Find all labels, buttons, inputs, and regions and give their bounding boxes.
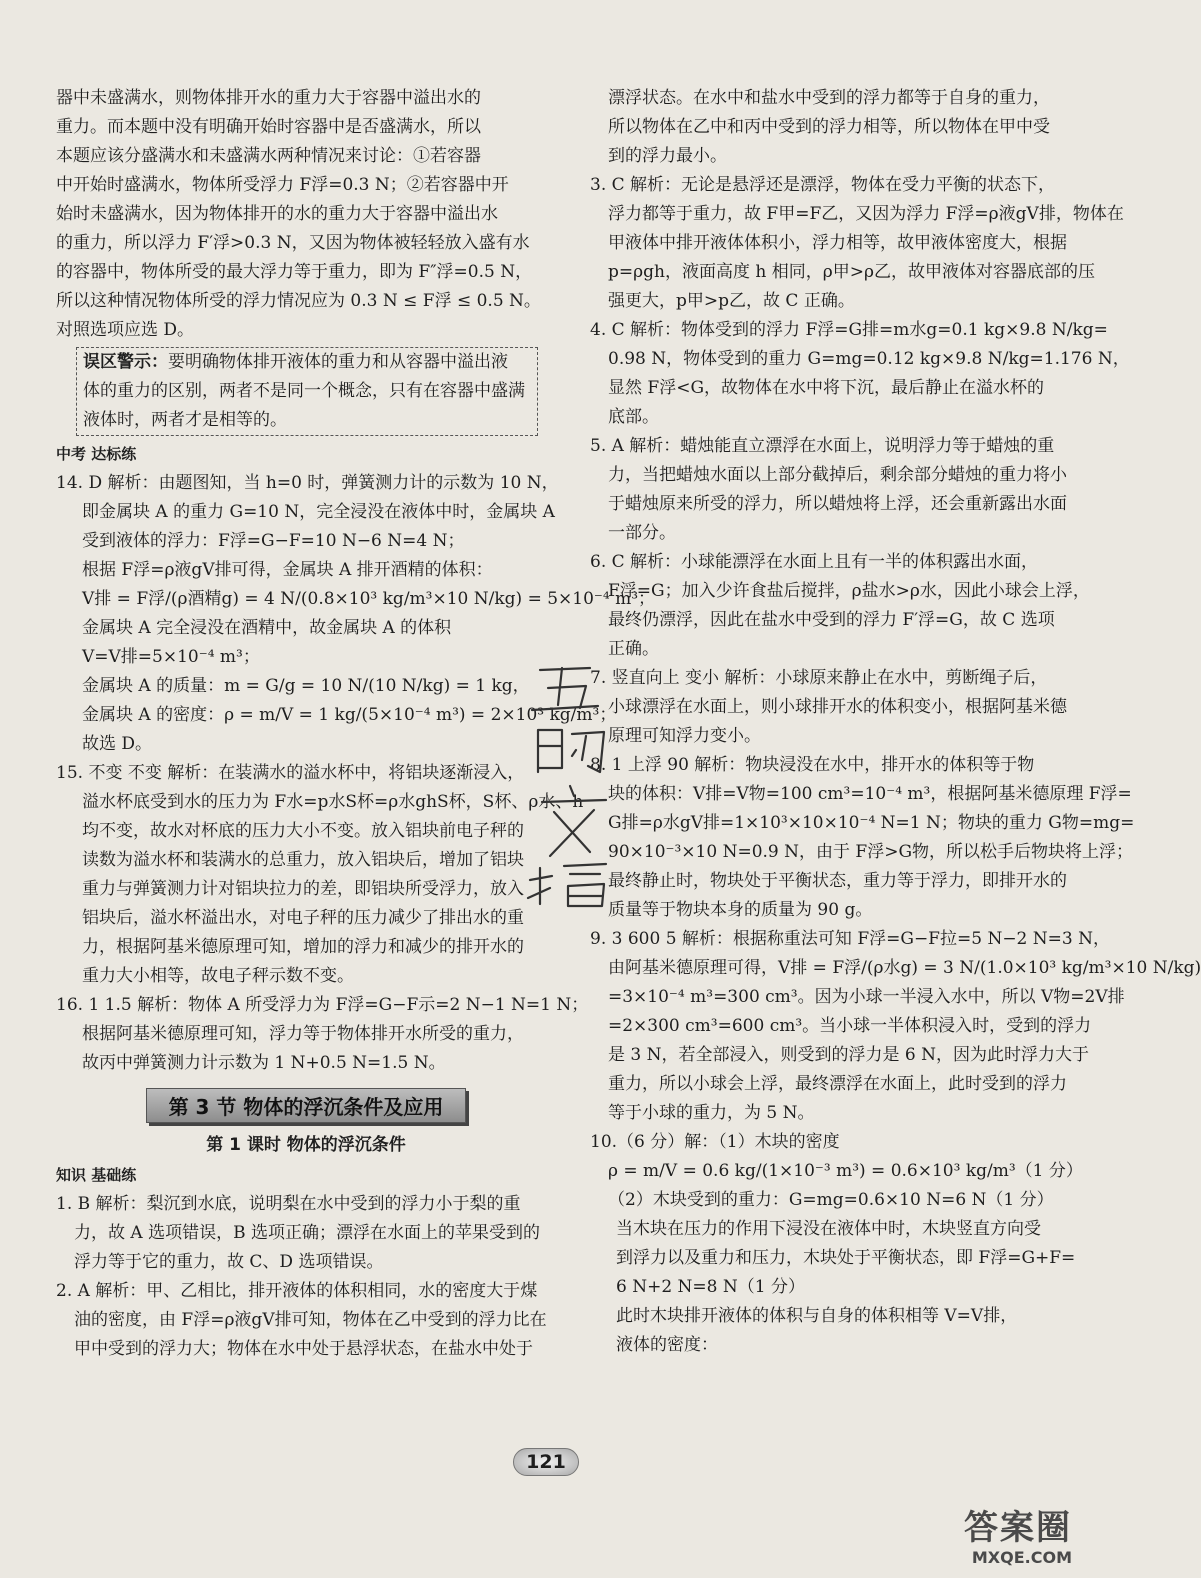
warning-line: 体的重力的区别，两者不是同一个概念，只有在容器中盛满 bbox=[83, 381, 525, 401]
formula-line: 金属块 A 的质量：m = G/g = 10 N/(10 N/kg) = 1 kg， bbox=[82, 676, 530, 696]
text-line: 原理可知浮力变小。 bbox=[608, 726, 761, 746]
answer-4: 4. C 解析：物体受到的浮力 F浮=G排=m水g=0.1 kg×9.8 N/kg= bbox=[590, 320, 1108, 340]
text-line: 底部。 bbox=[608, 407, 659, 427]
text-line: 重力。而本题中没有明确开始时容器中是否盛满水，所以 bbox=[56, 117, 481, 137]
page-number: 121 bbox=[513, 1448, 579, 1476]
text-line: p=ρgh，液面高度 h 相同，ρ甲>ρ乙，故甲液体对容器底部的压 bbox=[608, 262, 1095, 282]
text-line: 油的密度，由 F浮=ρ液gV排可知，物体在乙中受到的浮力比在 bbox=[74, 1310, 547, 1330]
watermark-url: MXQE.COM bbox=[971, 1548, 1072, 1567]
text-line: 浮力等于它的重力，故 C、D 选项错误。 bbox=[74, 1252, 384, 1272]
text-line: 一部分。 bbox=[608, 523, 676, 543]
answer-9: 9. 3 600 5 解析：根据称重法可知 F浮=G−F拉=5 N−2 N=3 N， bbox=[590, 929, 1110, 949]
text-line: 此时木块排开液体的体积与自身的体积相等 V=V排， bbox=[616, 1306, 1018, 1326]
lesson-subtitle: 第 1 课时 物体的浮沉条件 bbox=[206, 1135, 406, 1155]
text-line: 力，当把蜡烛水面以上部分截掉后，剩余部分蜡烛的重力将小 bbox=[608, 465, 1067, 485]
text-line: G排=ρ水gV排=1×10³×10×10⁻⁴ N=1 N；物块的重力 G物=mg= bbox=[608, 813, 1135, 833]
text-line: 到浮力以及重力和压力，木块处于平衡状态，即 F浮=G+F= bbox=[616, 1248, 1076, 1268]
warning-label: 误区警示： bbox=[83, 352, 168, 372]
text-line: 重力，所以小球会上浮，最终漂浮在水面上，此时受到的浮力 bbox=[608, 1074, 1067, 1094]
text-line: 的容器中，物体所受的最大浮力等于重力，即为 F″浮=0.5 N， bbox=[56, 262, 533, 282]
text-line: 重力与弹簧测力计对铝块拉力的差，即铝块所受浮力，放入 bbox=[82, 879, 524, 899]
answer-10: 10.（6 分）解：（1）木块的密度 bbox=[590, 1132, 840, 1152]
text-line: 甲中受到的浮力大；物体在水中处于悬浮状态，在盐水中处于 bbox=[74, 1339, 533, 1359]
text-line: 对照选项应选 D。 bbox=[56, 320, 195, 340]
text-line: 器中未盛满水，则物体排开水的重力大于容器中溢出水的 bbox=[56, 88, 481, 108]
text-line: 6 N+2 N=8 N（1 分） bbox=[616, 1277, 805, 1297]
site-watermark bbox=[922, 1508, 1072, 1572]
text-line: 金属块 A 完全浸没在酒精中，故金属块 A 的体积 bbox=[82, 618, 452, 638]
text-line: 均不变，故水对杯底的压力大小不变。放入铝块前电子秤的 bbox=[82, 821, 524, 841]
text-line: 小球漂浮在水面上，则小球排开水的体积变小，根据阿基米德 bbox=[608, 697, 1067, 717]
text-line: 等于小球的重力，为 5 N。 bbox=[608, 1103, 815, 1123]
left-block-a bbox=[56, 84, 556, 345]
text-line: 中开始时盛满水，物体所受浮力 F浮=0.3 N；②若容器中开 bbox=[56, 175, 509, 195]
text-line: 显然 F浮<G，故物体在水中将下沉，最后静止在溢水杯的 bbox=[608, 378, 1045, 398]
text-line: 受到液体的浮力：F浮=G−F=10 N−6 N=4 N； bbox=[82, 531, 465, 551]
text-line: 根据阿基米德原理可知，浮力等于物体排开水所受的重力， bbox=[82, 1024, 524, 1044]
watermark-logo-text: 答案圈 bbox=[964, 1508, 1072, 1548]
text-line: 正确。 bbox=[608, 639, 659, 659]
warning-line: 液体时，两者才是相等的。 bbox=[83, 410, 287, 430]
text-line: 液体的密度： bbox=[616, 1335, 718, 1355]
text-line: 根据 F浮=ρ液gV排可得，金属块 A 排开酒精的体积： bbox=[82, 560, 493, 580]
answer-14: 14. D 解析：由题图知，当 h=0 时，弹簧测力计的示数为 10 N， bbox=[56, 473, 559, 493]
text-line: 即金属块 A 的重力 G=10 N，完全浸没在液体中时，金属块 A bbox=[82, 502, 555, 522]
answer-1: 1. B 解析：梨沉到水底，说明梨在水中受到的浮力小于梨的重 bbox=[56, 1194, 521, 1214]
answer-2: 2. A 解析：甲、乙相比，排开液体的体积相同，水的密度大于煤 bbox=[56, 1281, 538, 1301]
text-line: 质量等于物块本身的质量为 90 g。 bbox=[608, 900, 873, 920]
text-line: 力，故 A 选项错误，B 选项正确；漂浮在水面上的苹果受到的 bbox=[74, 1223, 540, 1243]
answer-8: 8. 1 上浮 90 解析：物块浸没在水中，排开水的体积等于物 bbox=[590, 755, 1035, 775]
text-line: 0.98 N，物体受到的重力 G=mg=0.12 kg×9.8 N/kg=1.176 N， bbox=[608, 349, 1130, 369]
text-line: 故丙中弹簧测力计示数为 1 N+0.5 N=1.5 N。 bbox=[82, 1053, 446, 1073]
section-heading-basic: 知识 基础练 bbox=[56, 1166, 137, 1184]
answer-3: 3. C 解析：无论是悬浮还是漂浮，物体在受力平衡的状态下， bbox=[590, 175, 1056, 195]
formula-line: V排 = F浮/(ρ酒精g) = 4 N/(0.8×10³ kg/m³×10 N/kg) = 5×10⁻⁴ m³； bbox=[82, 589, 656, 609]
text-line: 甲液体中排开液体体积小，浮力相等，故甲液体密度大，根据 bbox=[608, 233, 1067, 253]
section-banner: 第 3 节 物体的浮沉条件及应用 bbox=[146, 1088, 467, 1123]
text-line: 故选 D。 bbox=[82, 734, 153, 754]
text-line: 读数为溢水杯和装满水的总重力，放入铝块后，增加了铝块 bbox=[82, 850, 524, 870]
text-line: 当木块在压力的作用下浸没在液体中时，木块竖直方向受 bbox=[616, 1219, 1041, 1239]
text-line: 90×10⁻³×10 N=0.9 N，由于 F浮>G物，所以松手后物块将上浮； bbox=[608, 842, 1134, 862]
text-line: 力，根据阿基米德原理可知，增加的浮力和减少的排开水的 bbox=[82, 937, 524, 957]
formula-line: 金属块 A 的密度：ρ = m/V = 1 kg/(5×10⁻⁴ m³) = 2×10³ kg/m³； bbox=[82, 705, 617, 725]
answer-7: 7. 竖直向上 变小 解析：小球原来静止在水中，剪断绳子后， bbox=[590, 668, 1048, 688]
text-line: 所以这种情况物体所受的浮力情况应为 0.3 N ≤ F浮 ≤ 0.5 N。 bbox=[56, 291, 541, 311]
text-line: 的重力，所以浮力 F′浮>0.3 N，又因为物体被轻轻放入盛有水 bbox=[56, 233, 530, 253]
text-line: （2）木块受到的重力：G=mg=0.6×10 N=6 N（1 分） bbox=[608, 1190, 1054, 1210]
answer-5: 5. A 解析：蜡烛能直立漂浮在水面上，说明浮力等于蜡烛的重 bbox=[590, 436, 1055, 456]
text-line: 漂浮状态。在水中和盐水中受到的浮力都等于自身的重力， bbox=[608, 88, 1050, 108]
text-line: 浮力都等于重力，故 F甲=F乙，又因为浮力 F浮=ρ液gV排，物体在 bbox=[608, 204, 1124, 224]
page-number-wrap bbox=[506, 1448, 586, 1478]
text-line: 本题应该分盛满水和未盛满水两种情况来讨论：①若容器 bbox=[56, 146, 481, 166]
text-line: F浮=G；加入少许食盐后搅拌，ρ盐水>ρ水，因此小球会上浮， bbox=[608, 581, 1090, 601]
warning-text: 要明确物体排开液体的重力和从容器中溢出液 bbox=[168, 352, 508, 372]
formula-line: ρ = m/V = 0.6 kg/(1×10⁻³ m³) = 0.6×10³ kg/m³（1 分） bbox=[608, 1161, 1083, 1181]
section-heading-exam: 中考 达标练 bbox=[56, 445, 137, 463]
answer-15: 15. 不变 不变 解析：在装满水的溢水杯中，将铝块逐渐浸入， bbox=[56, 763, 525, 783]
text-line: 始时未盛满水，因为物体排开的水的重力大于容器中溢出水 bbox=[56, 204, 498, 224]
text-line: 所以物体在乙中和丙中受到的浮力相等，所以物体在甲中受 bbox=[608, 117, 1050, 137]
answer-6: 6. C 解析：小球能漂浮在水面上且有一半的体积露出水面， bbox=[590, 552, 1039, 572]
warning-first-line bbox=[83, 348, 531, 377]
text-line: V=V排=5×10⁻⁴ m³； bbox=[82, 647, 260, 667]
text-line: 强更大，p甲>p乙，故 C 正确。 bbox=[608, 291, 855, 311]
right-column bbox=[590, 84, 1201, 1360]
section-banner-wrap bbox=[56, 1088, 556, 1123]
text-line: 到的浮力最小。 bbox=[608, 146, 727, 166]
text-line: 溢水杯底受到水的压力为 F水=p水S杯=ρ水ghS杯，S杯、ρ水、h bbox=[82, 792, 584, 812]
mistake-warning-box bbox=[76, 347, 538, 436]
text-line: =3×10⁻⁴ m³=300 cm³。因为小球一半浸入水中，所以 V物=2V排 bbox=[608, 987, 1125, 1007]
text-line: 最终仍漂浮，因此在盐水中受到的浮力 F′浮=G，故 C 选项 bbox=[608, 610, 1055, 630]
left-block-c bbox=[56, 1190, 556, 1364]
text-line: 是 3 N，若全部浸入，则受到的浮力是 6 N，因为此时浮力大于 bbox=[608, 1045, 1089, 1065]
text-line: 重力大小相等，故电子秤示数不变。 bbox=[82, 966, 354, 986]
answer-16: 16. 1 1.5 解析：物体 A 所受浮力为 F浮=G−F示=2 N−1 N=1 N； bbox=[56, 995, 589, 1015]
text-line: 最终静止时，物块处于平衡状态，重力等于浮力，即排开水的 bbox=[608, 871, 1067, 891]
text-line: 于蜡烛原来所受的浮力，所以蜡烛将上浮，还会重新露出水面 bbox=[608, 494, 1067, 514]
text-line: 块的体积：V排=V物=100 cm³=10⁻⁴ m³，根据阿基米德原理 F浮= bbox=[608, 784, 1132, 804]
text-line: 铝块后，溢水杯溢出水，对电子秤的压力减少了排出水的重 bbox=[82, 908, 524, 928]
text-line: =2×300 cm³=600 cm³。当小球一半体积浸入时，受到的浮力 bbox=[608, 1016, 1092, 1036]
formula-line: 由阿基米德原理可得，V排 = F浮/(ρ水g) = 3 N/(1.0×10³ kg/m³×10 N/kg) bbox=[608, 958, 1201, 978]
